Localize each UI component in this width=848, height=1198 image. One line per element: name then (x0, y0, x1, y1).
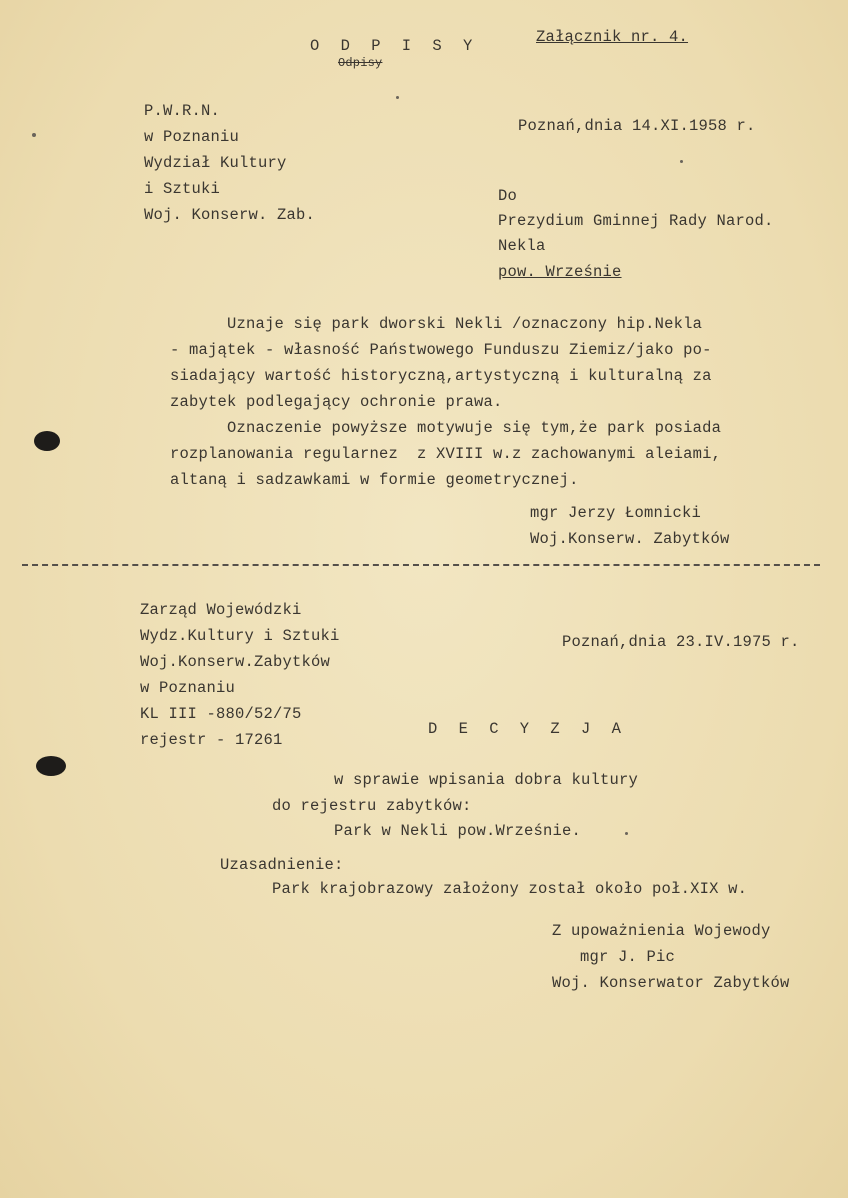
doc2-sender-line: Zarząd Wojewódzki (140, 601, 302, 619)
doc1-signature-title: Woj.Konserw. Zabytków (530, 530, 730, 548)
doc2-date: Poznań,dnia 23.IV.1975 r. (562, 633, 800, 651)
doc2-signature-name: mgr J. Pic (580, 948, 676, 966)
doc1-addressee-line: Prezydium Gminnej Rady Narod. (498, 212, 774, 230)
doc1-body-line: Oznaczenie powyższe motywuje się tym,że park posiada (170, 419, 722, 437)
punch-hole (34, 431, 60, 451)
doc1-date: Poznań,dnia 14.XI.1958 r. (518, 117, 756, 135)
doc2-title-decyzja: D E C Y Z J A (428, 720, 627, 738)
doc2-subject-line: w sprawie wpisania dobra kultury (334, 771, 639, 789)
doc1-sender-line: P.W.R.N. (144, 102, 221, 120)
doc1-body-line: - majątek - własność Państwowego Funduszu Ziemiz/jako po- (170, 341, 712, 359)
section-divider (22, 564, 820, 566)
doc2-sender-line: Woj.Konserw.Zabytków (140, 653, 331, 671)
doc2-reference-number: KL III -880/52/75 (140, 705, 302, 723)
doc1-body-line: siadający wartość historyczną,artystyczną i kulturalną za (170, 367, 712, 385)
doc1-addressee-line: pow. Wrześnie (498, 263, 622, 281)
doc1-body-line: Uznaje się park dworski Nekli /oznaczony hip.Nekla (170, 315, 703, 333)
punch-hole (36, 756, 66, 776)
doc1-addressee-line: Do (498, 187, 518, 205)
doc1-body-line: rozplanowania regularnez z XVIII w.z zachowanymi aleiami, (170, 445, 722, 463)
title-odpisy-struck: Odpisy (338, 56, 383, 70)
doc2-register-number: rejestr - 17261 (140, 731, 283, 749)
attachment-label: Załącznik nr. 4. (536, 28, 689, 46)
doc2-signature-title: Woj. Konserwator Zabytków (552, 974, 790, 992)
paper-speck (32, 133, 36, 137)
doc1-sender-line: w Poznaniu (144, 128, 240, 146)
doc1-sender-line: Woj. Konserw. Zab. (144, 206, 316, 224)
doc1-body-line: altaną i sadzawkami w formie geometrycznej. (170, 471, 579, 489)
doc2-sender-line: Wydz.Kultury i Sztuki (140, 627, 340, 645)
doc2-sender-line: w Poznaniu (140, 679, 236, 697)
doc2-signature-line: Z upoważnienia Wojewody (552, 922, 771, 940)
doc2-justification-text: Park krajobrazowy założony został około poł.XIX w. (272, 880, 748, 898)
doc1-addressee-line: Nekla (498, 237, 546, 255)
doc1-signature-name: mgr Jerzy Łomnicki (530, 504, 702, 522)
paper-speck (396, 96, 399, 99)
doc1-sender-line: i Sztuki (144, 180, 221, 198)
doc2-subject-line: Park w Nekli pow.Wrześnie. (334, 822, 582, 840)
paper-speck (680, 160, 683, 163)
title-odpisy: O D P I S Y (310, 37, 479, 55)
doc2-subject-line: do rejestru zabytków: (272, 797, 472, 815)
doc1-body-line: zabytek podlegający ochronie prawa. (170, 393, 503, 411)
doc1-sender-line: Wydział Kultury (144, 154, 287, 172)
paper-speck (625, 832, 628, 835)
doc2-justification-label: Uzasadnienie: (220, 856, 344, 874)
